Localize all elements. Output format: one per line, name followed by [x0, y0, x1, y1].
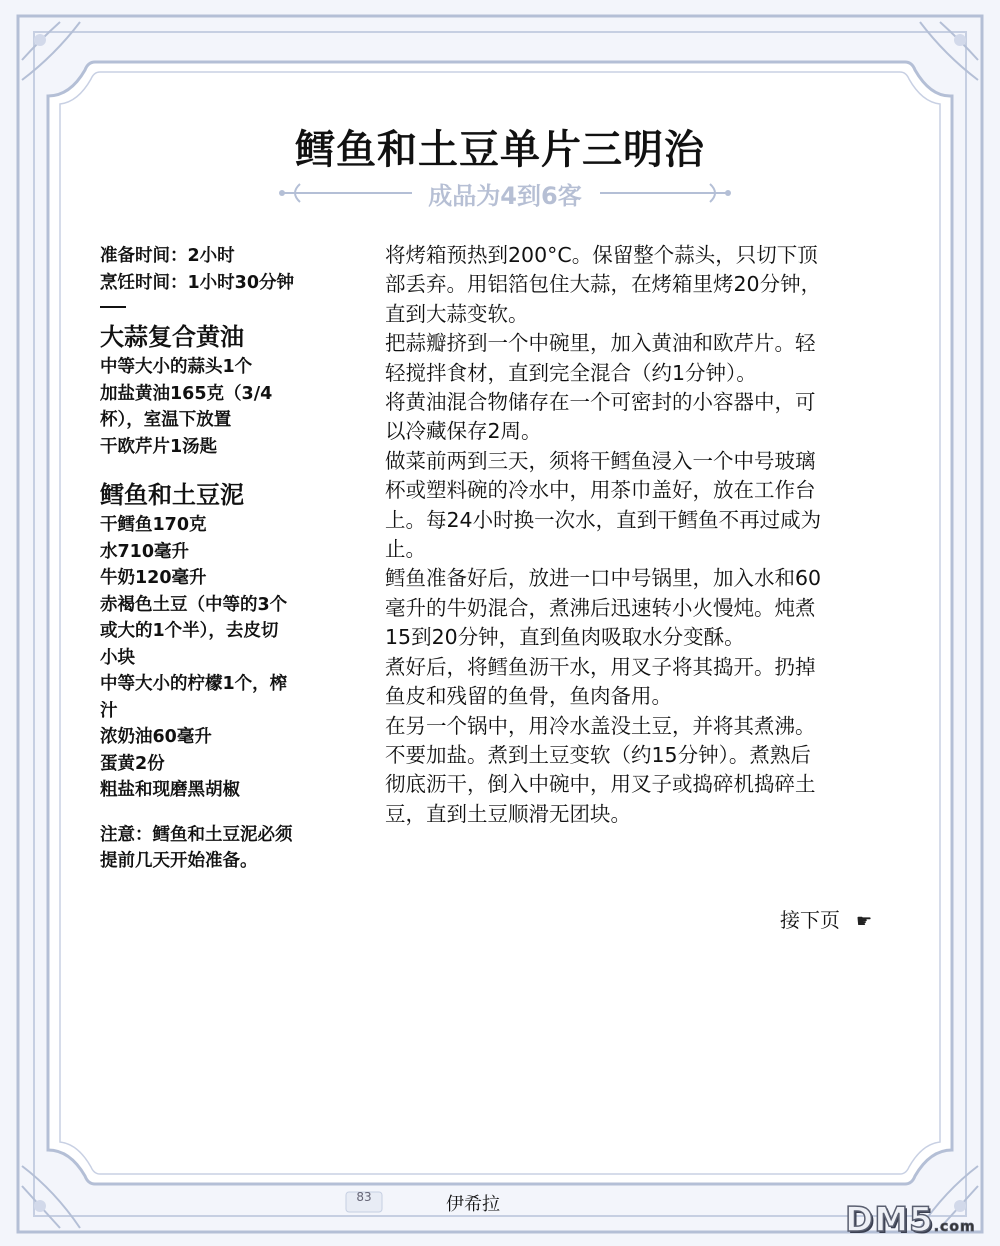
instruction-line: 轻搅拌食材，直到完全混合（约1分钟）。 — [385, 360, 757, 385]
instruction-line: 15到20分钟，直到鱼肉吸取水分变酥。 — [385, 625, 745, 650]
instruction-line: 部丢弃。用铝箔包住大蒜，在烤箱里烤20分钟， — [385, 272, 822, 297]
continue-label: 接下页 — [780, 908, 840, 932]
watermark-logo — [845, 1200, 976, 1240]
ingredient-line: 蛋黄2份 — [100, 753, 165, 774]
section-heading: 鳕鱼和土豆泥 — [100, 481, 244, 509]
ingredient-line: 中等大小的蒜头1个 — [100, 357, 253, 377]
instruction-line: 毫升的牛奶混合，煮沸后迅速转小火慢炖。炖煮 — [385, 595, 816, 620]
page-number: 83 — [356, 1190, 372, 1204]
ingredient-line: 牛奶120毫升 — [100, 568, 207, 588]
watermark-suffix: .com — [933, 1219, 976, 1235]
divider — [100, 306, 126, 308]
watermark-main: DM5 — [845, 1200, 934, 1240]
instruction-line: 止。 — [385, 537, 426, 562]
note-line: 提前几天开始准备。 — [100, 851, 258, 871]
servings-subtitle: 成品为4到6客 — [428, 182, 582, 210]
book-name: 伊希拉 — [446, 1194, 500, 1215]
instruction-line: 不要加盐。煮到土豆变软（约15分钟）。煮熟后 — [385, 742, 811, 767]
instruction-line: 彻底沥干，倒入中碗中，用叉子或捣碎机捣碎土 — [385, 772, 816, 797]
instruction-line: 在另一个锅中，用冷水盖没土豆，并将其煮沸。 — [385, 713, 816, 738]
instruction-line: 鳕鱼准备好后，放进一口中号锅里，加入水和60 — [385, 566, 822, 591]
ingredient-line: 杯），室温下放置 — [100, 410, 232, 430]
instructions-column — [385, 241, 895, 829]
ingredient-line: 干欧芹片1汤匙 — [100, 436, 218, 457]
instruction-line: 将烤箱预热到200°C。保留整个蒜头，只切下顶 — [385, 243, 818, 267]
prep-time: 准备时间：2小时 — [100, 246, 235, 266]
ingredient-line: 干鳕鱼170克 — [100, 515, 207, 535]
ingredient-line: 赤褐色土豆（中等的3个 — [100, 594, 288, 615]
pointing-hand-icon: ☛ — [856, 911, 873, 932]
instruction-line: 做菜前两到三天，须将干鳕鱼浸入一个中号玻璃 — [385, 448, 816, 473]
instruction-line: 煮好后，将鳕鱼沥干水，用叉子将其捣开。扔掉 — [385, 654, 816, 679]
ingredient-line: 水710毫升 — [100, 541, 190, 562]
instruction-line: 直到大蒜变软。 — [385, 301, 529, 326]
continue-next-page — [780, 904, 872, 933]
instruction-line: 杯或塑料碗的冷水中，用茶巾盖好，放在工作台 — [385, 478, 816, 503]
note-line: 注意：鳕鱼和土豆泥必须 — [100, 824, 293, 845]
ingredient-line: 加盐黄油165克（3/4 — [100, 383, 273, 404]
instruction-line: 鱼皮和残留的鱼骨，鱼肉备用。 — [385, 684, 672, 709]
ingredient-line: 汁 — [100, 700, 118, 721]
instruction-line: 豆，直到土豆顺滑无团块。 — [385, 801, 631, 826]
ingredient-line: 浓奶油60毫升 — [100, 727, 212, 747]
ingredients-column — [100, 243, 340, 875]
instruction-line: 把蒜瓣挤到一个中碗里，加入黄油和欧芹片。轻 — [385, 331, 816, 356]
instruction-line: 以冷藏保存2周。 — [385, 419, 542, 444]
subtitle-row — [270, 176, 740, 212]
instruction-line: 将黄油混合物储存在一个可密封的小容器中，可 — [385, 390, 816, 415]
ingredient-line: 粗盐和现磨黑胡椒 — [100, 780, 240, 800]
ingredient-line: 小块 — [100, 647, 135, 668]
ingredient-line: 中等大小的柠檬1个，榨 — [100, 674, 288, 694]
section-heading: 大蒜复合黄油 — [100, 323, 244, 351]
cook-time: 烹饪时间：1小时30分钟 — [100, 272, 295, 293]
ingredient-line: 或大的1个半），去皮切 — [100, 621, 279, 641]
instruction-line: 上。每24小时换一次水，直到干鳕鱼不再过咸为 — [385, 507, 822, 532]
recipe-title: 鳕鱼和土豆单片三明治 — [295, 127, 705, 173]
